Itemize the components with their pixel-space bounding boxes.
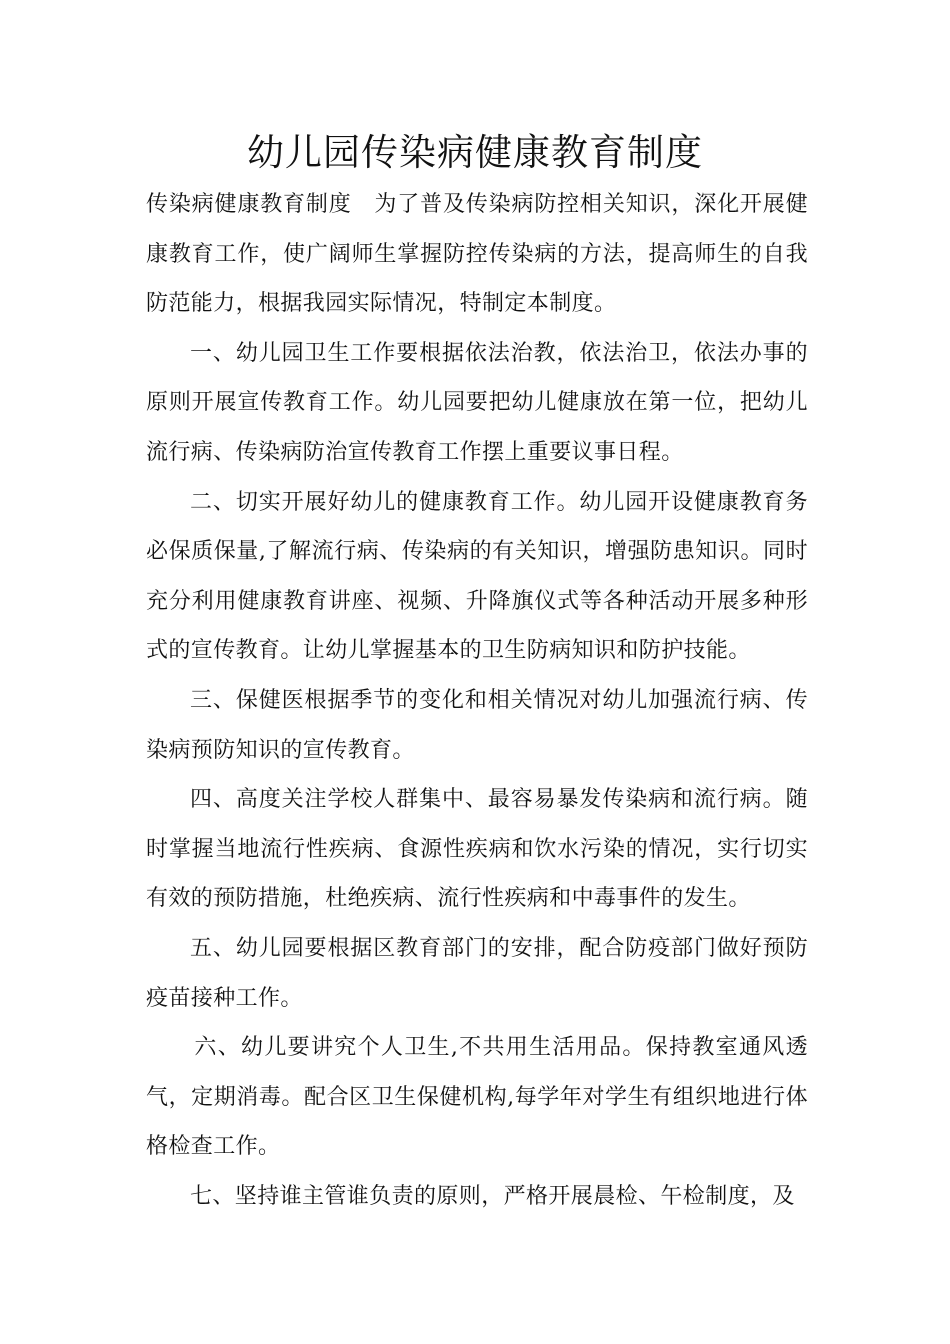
clause-6-paragraph: 六、幼儿要讲究个人卫生,不共用生活用品。保持教室通风透气，定期消毒。配合区卫生保健机构,每学年对学生有组织地进行体格检查工作。 bbox=[146, 1035, 808, 1160]
clause-1-paragraph: 一、幼儿园卫生工作要根据依法治教，依法治卫，依法办事的原则开展宣传教育工作。幼儿园要把幼儿健康放在第一位，把幼儿流行病、传染病防治宣传教育工作摆上重要议事日程。 bbox=[146, 340, 808, 465]
clause-2-paragraph: 二、切实开展好幼儿的健康教育工作。幼儿园开设健康教育务必保质保量,了解流行病、传染病的有关知识，增强防患知识。同时充分利用健康教育讲座、视频、升降旗仪式等各种活动开展多种形式的宣传教育。让幼儿掌握基本的卫生防病知识和防护技能。 bbox=[146, 489, 808, 664]
document-title: 幼儿园传染病健康教育制度 bbox=[247, 131, 703, 174]
document-body bbox=[146, 180, 808, 1221]
clause-7-paragraph: 七、坚持谁主管谁负责的原则，严格开展晨检、午检制度，及 bbox=[190, 1183, 795, 1209]
intro-paragraph: 传染病健康教育制度 为了普及传染病防控相关知识，深化开展健康教育工作，使广阔师生掌握防控传染病的方法，提高师生的自我防范能力，根据我园实际情况，特制定本制度。 bbox=[146, 192, 808, 317]
clause-3-paragraph: 三、保健医根据季节的变化和相关情况对幼儿加强流行病、传染病预防知识的宣传教育。 bbox=[146, 687, 808, 763]
clause-4-paragraph: 四、高度关注学校人群集中、最容易暴发传染病和流行病。随时掌握当地流行性疾病、食源性疾病和饮水污染的情况，实行切实有效的预防措施，杜绝疾病、流行性疾病和中毒事件的发生。 bbox=[146, 787, 808, 912]
clause-5-paragraph: 五、幼儿园要根据区教育部门的安排，配合防疫部门做好预防疫苗接种工作。 bbox=[146, 935, 808, 1011]
